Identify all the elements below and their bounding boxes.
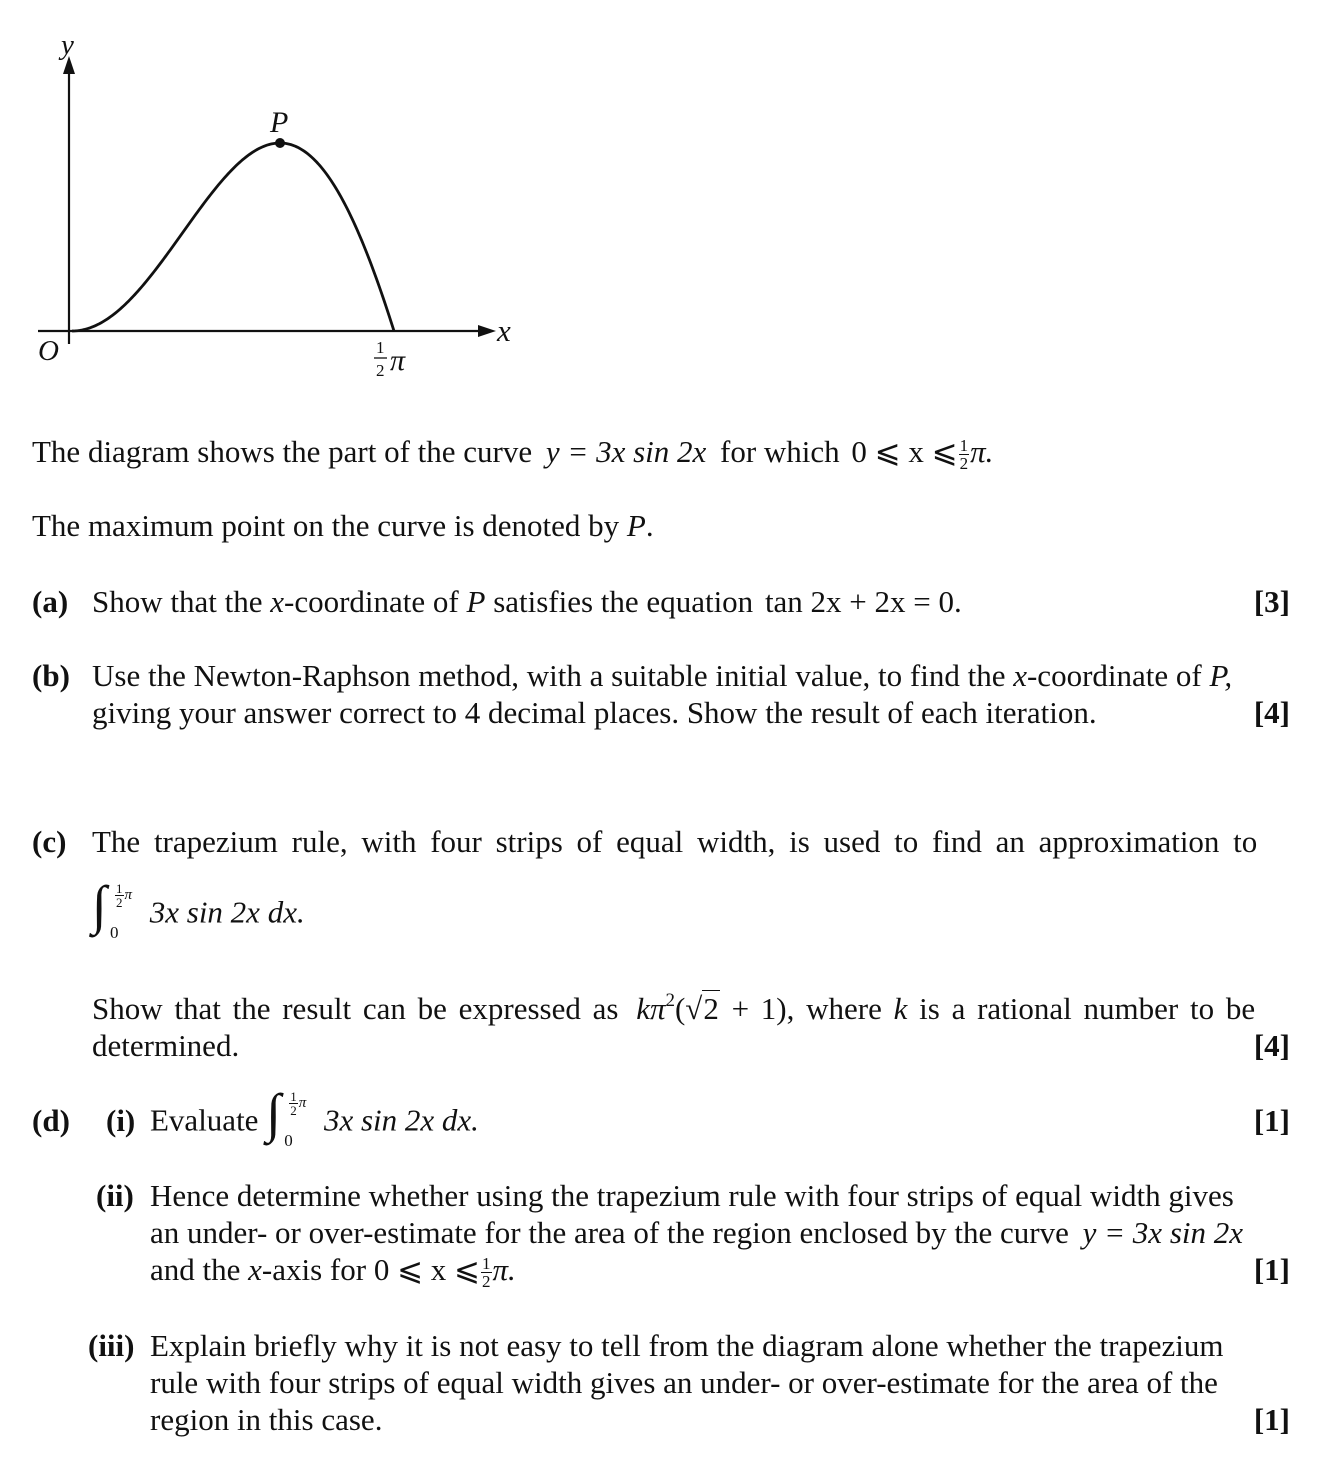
part-d-ii-line-2	[150, 1217, 1243, 1248]
point-p-label: P	[270, 106, 289, 139]
part-c-expr-pow: 2	[665, 990, 675, 1011]
pi-symbol-d: π.	[492, 1252, 516, 1287]
part-c-expr-sqrt: 2	[703, 991, 719, 1026]
part-b-var-x: x	[1013, 658, 1027, 693]
intro-range: 0 ⩽ x ⩽	[851, 434, 958, 469]
part-d-iii-line-1: Explain briefly why it is not easy to tell from the diagram alone whether the trapezium	[150, 1328, 1224, 1363]
x-end-label-num: 1	[376, 338, 385, 357]
part-b-line-1	[92, 660, 1292, 691]
half-fraction: $\frac{1}{2}$	[959, 436, 969, 474]
part-c-line-2: Show that the result can be expressed as $k\pi^2(√2 + 1)$, where k is a rational number to be	[92, 990, 1256, 1026]
part-d-i-marks: [1]	[1253, 1103, 1290, 1138]
part-c-label: (c)	[32, 824, 67, 859]
part-d-ii-var-x: x	[248, 1252, 262, 1287]
part-a-marks: [3]	[1253, 584, 1290, 619]
x-axis-label: x	[497, 313, 511, 348]
intro-text: The diagram shows the part of the curve	[32, 434, 533, 469]
part-d-ii-range: 0 ⩽ x ⩽	[373, 1252, 481, 1287]
part-b-line-1-text: Use the Newton-Raphson method, with a suitable initial value, to find the	[92, 658, 1006, 693]
curve-diagram	[0, 0, 560, 400]
part-c-line-2-mid: where	[806, 991, 882, 1026]
part-d-i-evaluate: Evaluate	[150, 1102, 259, 1138]
y-axis-label: y	[61, 29, 74, 61]
part-a-text-2: -coordinate of	[284, 584, 459, 619]
integral-sign: ∫ $\frac{1}{2}$ π 0	[92, 875, 133, 942]
curve-path	[72, 143, 394, 331]
part-c-lower-limit: 0	[110, 923, 119, 942]
part-c-line-3: determined.	[92, 1028, 240, 1063]
part-d-ii-marks: [1]	[1253, 1252, 1290, 1287]
part-b-label: (b)	[32, 658, 70, 693]
part-d-i-lower-limit: 0	[284, 1131, 293, 1150]
part-d-ii-line-3-prefix: and the	[150, 1252, 241, 1287]
part-d-iii-line-3: region in this case.	[150, 1402, 383, 1437]
part-b-line-1-end: -coordinate of	[1026, 658, 1202, 693]
pi-symbol: π.	[970, 434, 994, 469]
intro-equation: y = 3x sin 2x	[545, 434, 707, 469]
part-d-ii-line-3-mid: -axis for	[261, 1252, 367, 1287]
intro-mid: for which	[720, 434, 840, 469]
x-axis-arrow	[478, 325, 496, 337]
half-fraction-d: $\frac{1}{2}$	[482, 1254, 491, 1292]
intro-line-2-text: The maximum point on the curve is denoted by	[32, 508, 620, 543]
part-c-expr-k: kπ	[636, 991, 666, 1026]
part-a-var-x: x	[270, 584, 285, 619]
part-c-line-2-end: is a rational number to be	[919, 991, 1256, 1026]
part-d-ii-equation: y = 3x sin 2x	[1082, 1215, 1243, 1250]
part-d-ii-line-3	[150, 1254, 516, 1290]
intro-line-1	[32, 436, 993, 472]
part-c-line-2-prefix: Show that the result can be expressed as	[92, 991, 619, 1026]
part-c-integrand: 3x sin 2x dx.	[149, 894, 305, 930]
x-end-label-den: 2	[376, 361, 385, 380]
part-d-ii-line-2-text: an under- or over-estimate for the area of the region enclosed by the curve	[150, 1215, 1069, 1250]
integral-sign-d: ∫ $\frac{1}{2}$ π 0	[266, 1083, 307, 1150]
part-a-text-1: Show that the	[92, 584, 263, 619]
part-b-marks: [4]	[1253, 695, 1290, 730]
part-c-line-1: The trapezium rule, with four strips of equal width, is used to find an approximation to	[92, 824, 1258, 859]
part-c-marks: [4]	[1253, 1028, 1290, 1063]
part-c-expr-rest: + 1),	[731, 991, 795, 1026]
part-d-ii-line-1: Hence determine whether using the trapezium rule with four strips of equal width gives	[150, 1178, 1234, 1213]
part-d-i-integrand: 3x sin 2x dx.	[323, 1102, 479, 1138]
part-b-line-2: giving your answer correct to 4 decimal places. Show the result of each iteration.	[92, 695, 1097, 730]
part-b-var-p: P,	[1209, 658, 1233, 693]
part-c-var-k: k	[893, 991, 908, 1026]
part-d-iii-label: (iii)	[88, 1328, 135, 1363]
part-d-i-text	[150, 1083, 479, 1150]
x-end-label-pi: π	[390, 344, 406, 377]
part-a-equation: tan 2x + 2x = 0.	[764, 584, 962, 619]
origin-label: O	[38, 335, 59, 367]
part-a-text-3: satisfies the equation	[493, 584, 754, 619]
part-a-label: (a)	[32, 584, 69, 619]
intro-line-2-var: P	[626, 508, 646, 543]
part-d-label: (d)	[32, 1103, 70, 1138]
part-d-i-label: (i)	[106, 1103, 136, 1138]
part-d-iii-marks: [1]	[1253, 1402, 1290, 1437]
part-a-text	[92, 586, 962, 617]
intro-line-2: The maximum point on the curve is denoted by P.	[32, 508, 654, 543]
part-a-var-p: P	[466, 584, 486, 619]
point-p-marker	[275, 138, 285, 148]
part-d-ii-label: (ii)	[96, 1178, 134, 1213]
part-c-integral	[92, 875, 305, 942]
part-d-iii-line-2: rule with four strips of equal width gives an under- or over-estimate for the area of the	[150, 1365, 1218, 1400]
